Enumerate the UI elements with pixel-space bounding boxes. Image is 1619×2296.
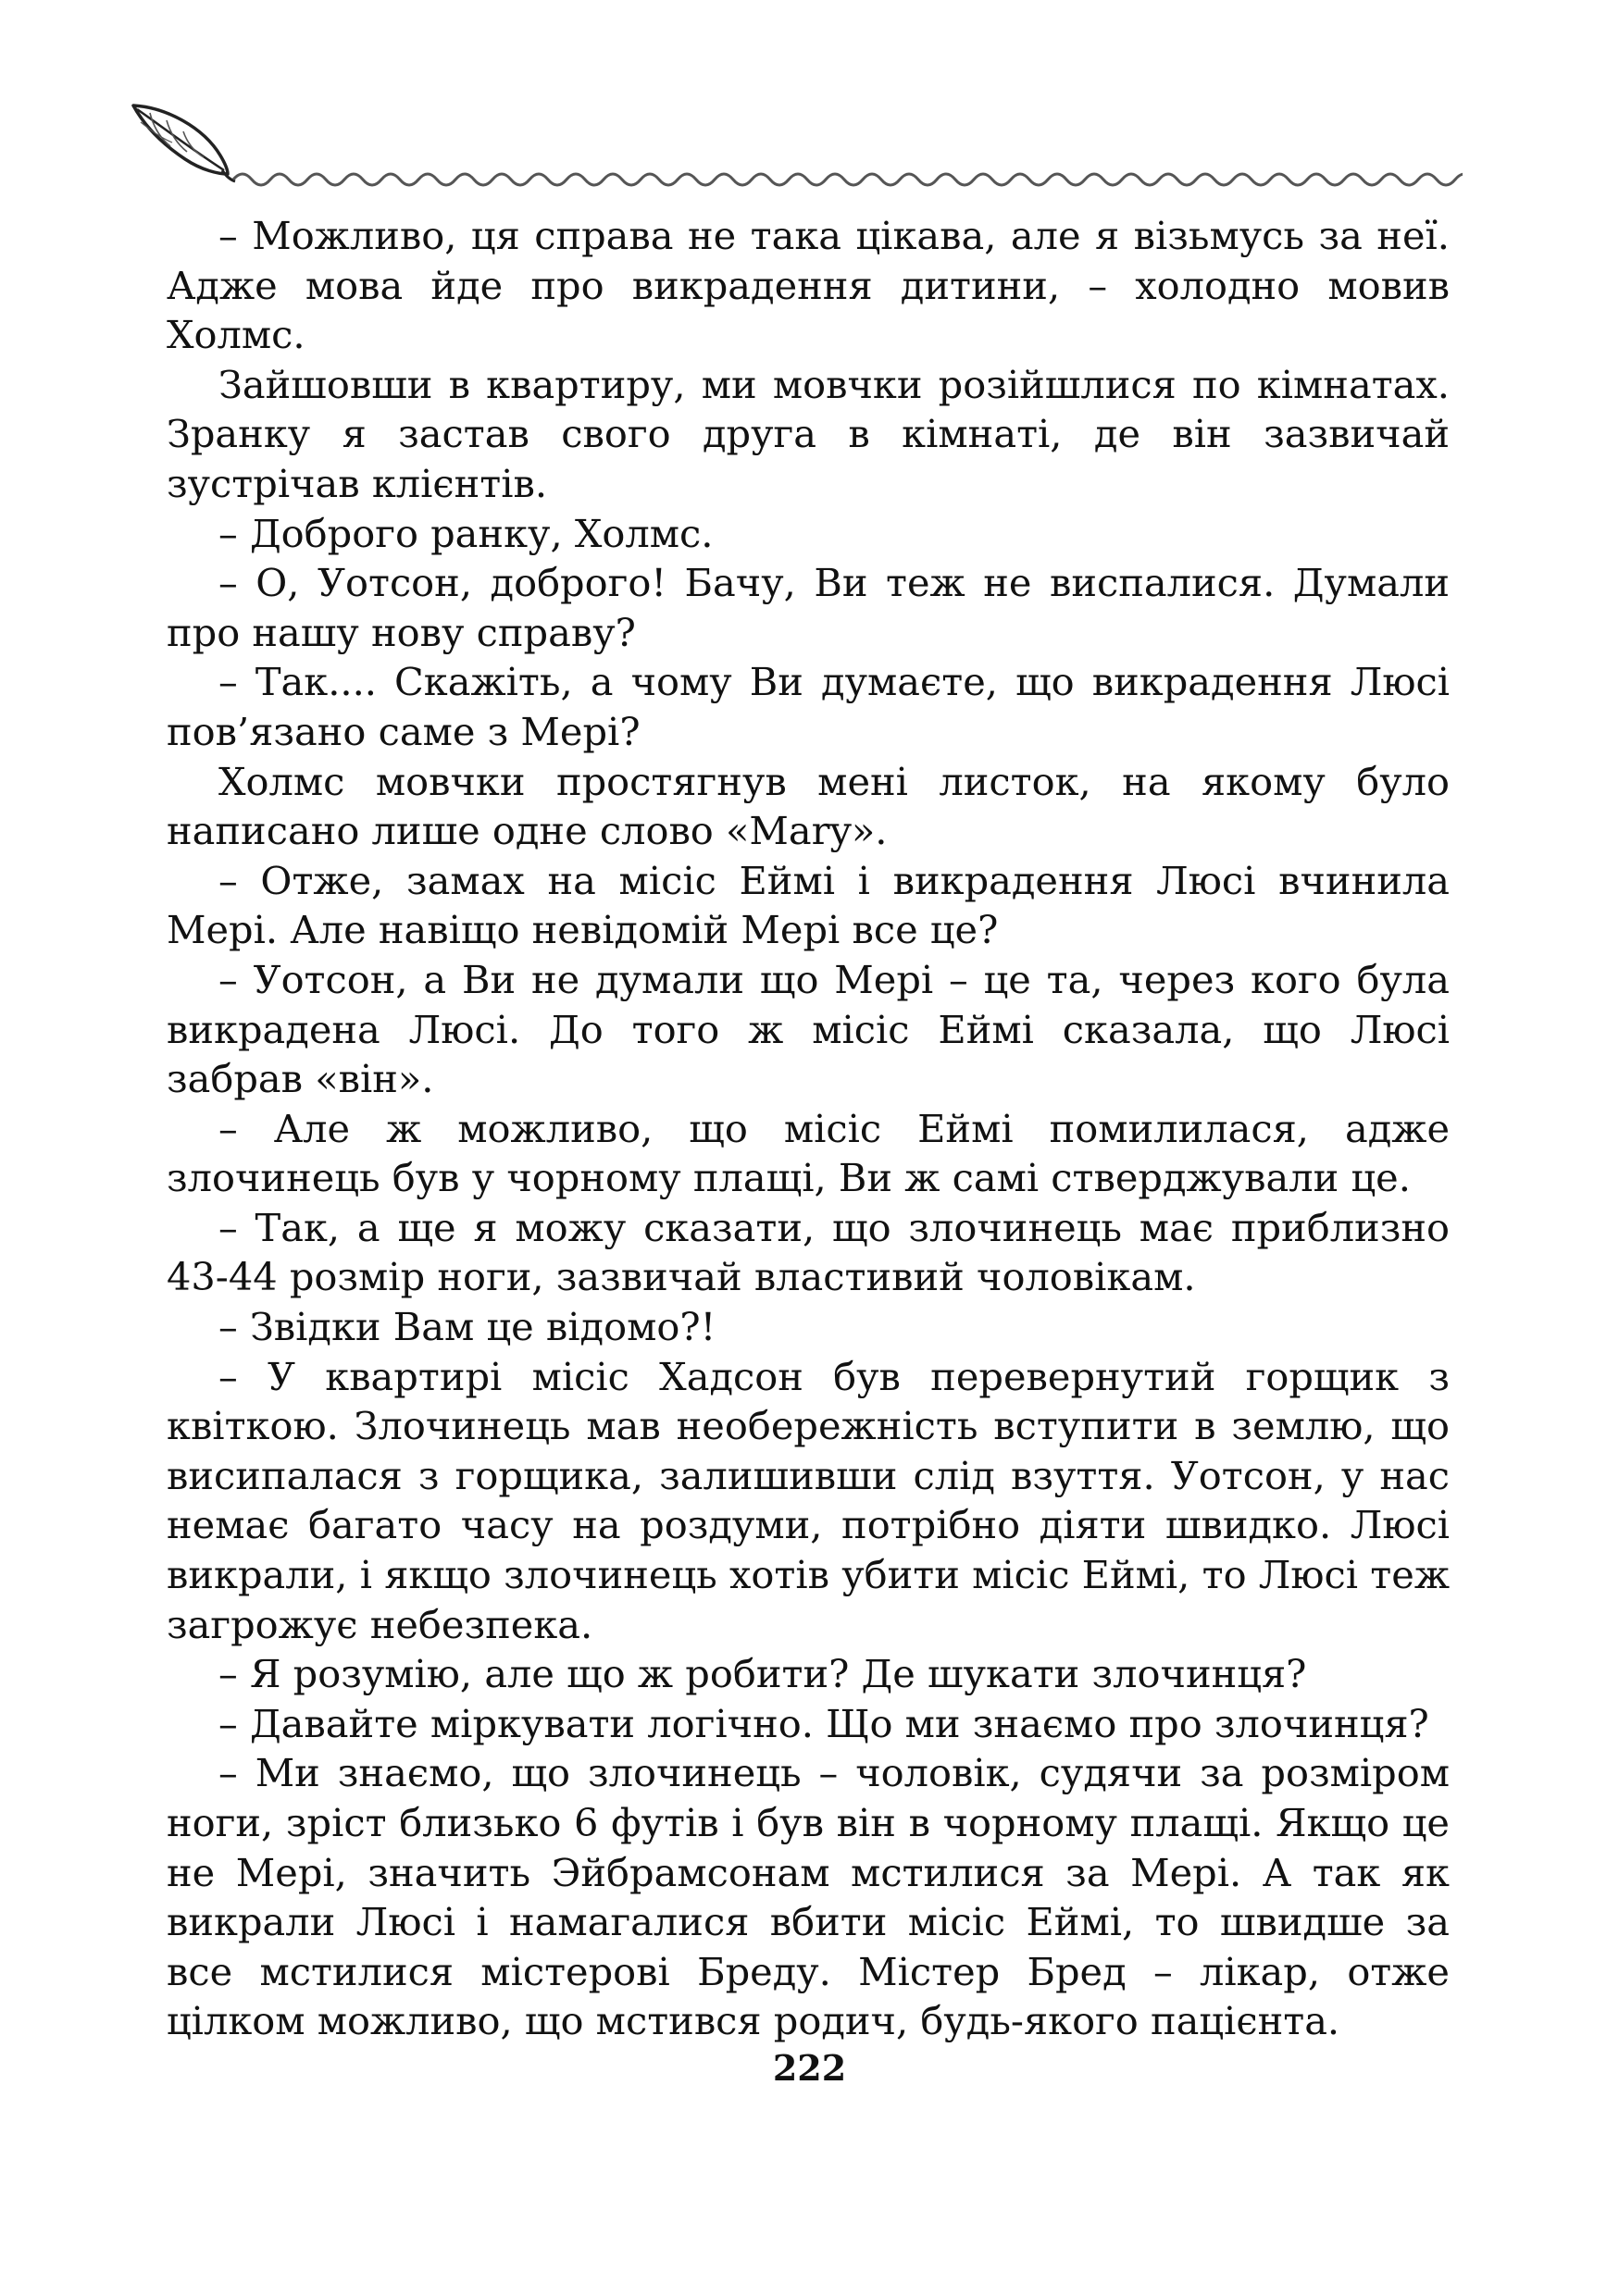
paragraph: – У квартирі місіс Хадсон був перевернутий горщик з квіткою. Злочинець мав необережність вступити в землю, що висипалася з горщика, залишивши слід взуття. Уотсон, у нас немає багато часу на роздуми, потрібно діяти швидко. Люсі викрали, і якщо злочинець хотів убити місіс Еймі, то Люсі теж загрожує небезпека. xyxy=(167,1353,1450,1647)
paragraph: – Доброго ранку, Холмс. xyxy=(218,510,714,556)
wavy-rule xyxy=(233,174,1463,185)
header-ornament xyxy=(130,102,1463,194)
paragraph: – О, Уотсон, доброго! Бачу, Ви теж не виспалися. Думали про нашу нову справу? xyxy=(167,560,1450,655)
paragraph: – Я розумію, але що ж робити? Де шукати злочинця? xyxy=(218,1651,1307,1697)
feather-icon xyxy=(133,105,235,181)
paragraph: – Звідки Вам це відомо?! xyxy=(218,1304,716,1350)
paragraph: – Можливо, ця справа не така цікава, але я візьмусь за неї. Адже мова йде про викрадення дитини, – холодно мовив Холмс. xyxy=(167,213,1450,358)
paragraph: – Але ж можливо, що місіс Еймі помилилася, адже злочинець був у чорному плащі, Ви ж самі стверджували це. xyxy=(167,1105,1450,1201)
paragraph: – Так.... Скажіть, а чому Ви думаєте, що викрадення Люсі пов’язано саме з Мері? xyxy=(167,659,1450,754)
paragraph: – Давайте міркувати логічно. Що ми знаємо про злочинця? xyxy=(218,1700,1429,1746)
page-number: 222 xyxy=(772,2047,847,2089)
paragraph: – Отже, замах на місіс Еймі і викрадення Люсі вчинила Мері. Але навіщо невідомій Мері все це? xyxy=(167,857,1450,953)
paragraph: – Уотсон, а Ви не думали що Мері – це та, через кого була викрадена Люсі. До того ж місіс Еймі сказала, що Люсі забрав «він». xyxy=(167,956,1450,1102)
paragraph: Холмс мовчки простягнув мені листок, на якому було написано лише одне слово «Mary». xyxy=(167,758,1450,854)
paragraph: – Ми знаємо, що злочинець – чоловік, судячи за розміром ноги, зріст близько 6 футів і був він в чорному плащі. Якщо це не Мері, значить Эйбрамсонам мстилися за Мері. А так як викрали Люсі і намагалися вбити місіс Еймі, то швидше за все мстилися містерові Бреду. Містер Бред – лікар, отже цілком можливо, що мстився родич, будь-якого пацієнта. xyxy=(167,1750,1450,2044)
paragraph: – Так, а ще я можу сказати, що злочинець має приблизно 43-44 розмір ноги, зазвичай властивий чоловікам. xyxy=(167,1204,1450,1300)
paragraph: Зайшовши в квартиру, ми мовчки розійшлися по кімнатах. Зранку я застав свого друга в кімнаті, де він зазвичай зустрічав клієнтів. xyxy=(167,361,1450,506)
body-text xyxy=(167,211,1450,2046)
